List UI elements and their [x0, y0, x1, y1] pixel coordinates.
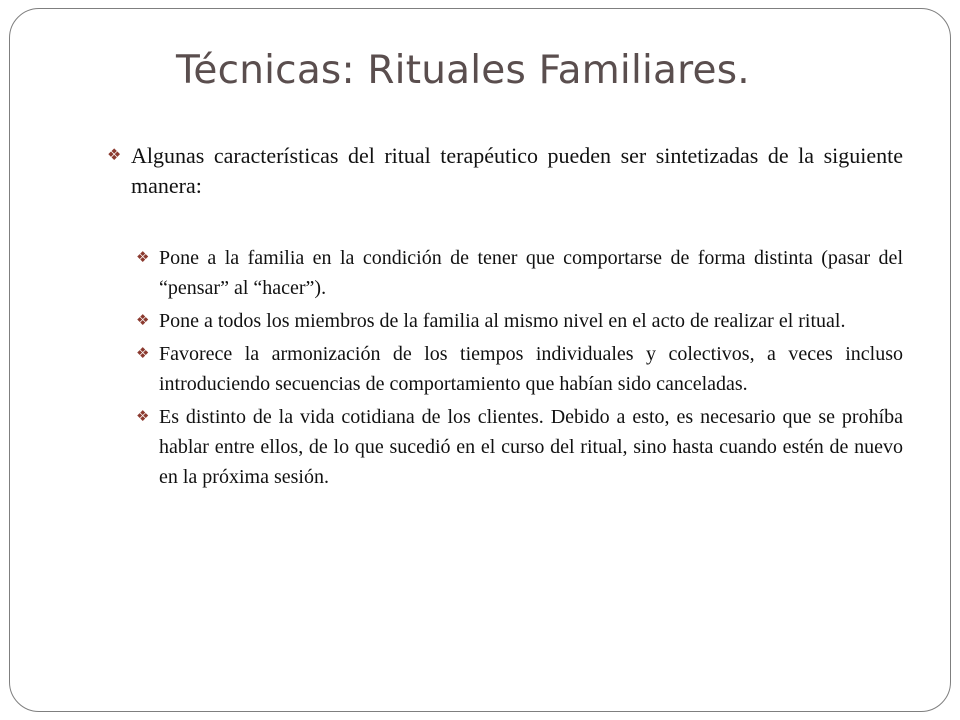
sub-bullet-item — [133, 243, 903, 303]
four-diamond-bullet-icon: ❖ — [136, 407, 150, 425]
four-diamond-bullet-icon: ❖ — [136, 248, 150, 266]
sub-bullet-item — [133, 339, 903, 399]
sub-bullet-item — [133, 402, 903, 492]
sub-bullet-text: Pone a todos los miembros de la familia al mismo nivel en el acto de realizar el ritual. — [159, 310, 846, 332]
four-diamond-bullet-icon: ❖ — [107, 145, 122, 164]
intro-bullet — [105, 141, 903, 201]
slide-content — [105, 141, 903, 495]
sub-bullet-text: Pone a la familia en la condición de tener que comportarse de forma distinta (pasar del “pensar” al “hacer”). — [159, 247, 903, 299]
intro-text: Algunas características del ritual terapéutico pueden ser sintetizadas de la siguiente manera: — [131, 143, 903, 198]
sub-bullet-text: Favorece la armonización de los tiempos individuales y colectivos, a veces incluso introduciendo secuencias de comportamiento que habían sido canceladas. — [159, 343, 903, 395]
slide-title: Técnicas: Rituales Familiares. — [176, 48, 750, 93]
sub-bullet-list — [105, 243, 903, 492]
four-diamond-bullet-icon: ❖ — [136, 344, 150, 362]
sub-bullet-text: Es distinto de la vida cotidiana de los clientes. Debido a esto, es necesario que se prohíba hablar entre ellos, de lo que sucedió en el curso del ritual, sino hasta cuando estén de nuevo en la próxima sesión. — [159, 406, 903, 488]
four-diamond-bullet-icon: ❖ — [136, 311, 150, 329]
sub-bullet-item — [133, 306, 903, 336]
